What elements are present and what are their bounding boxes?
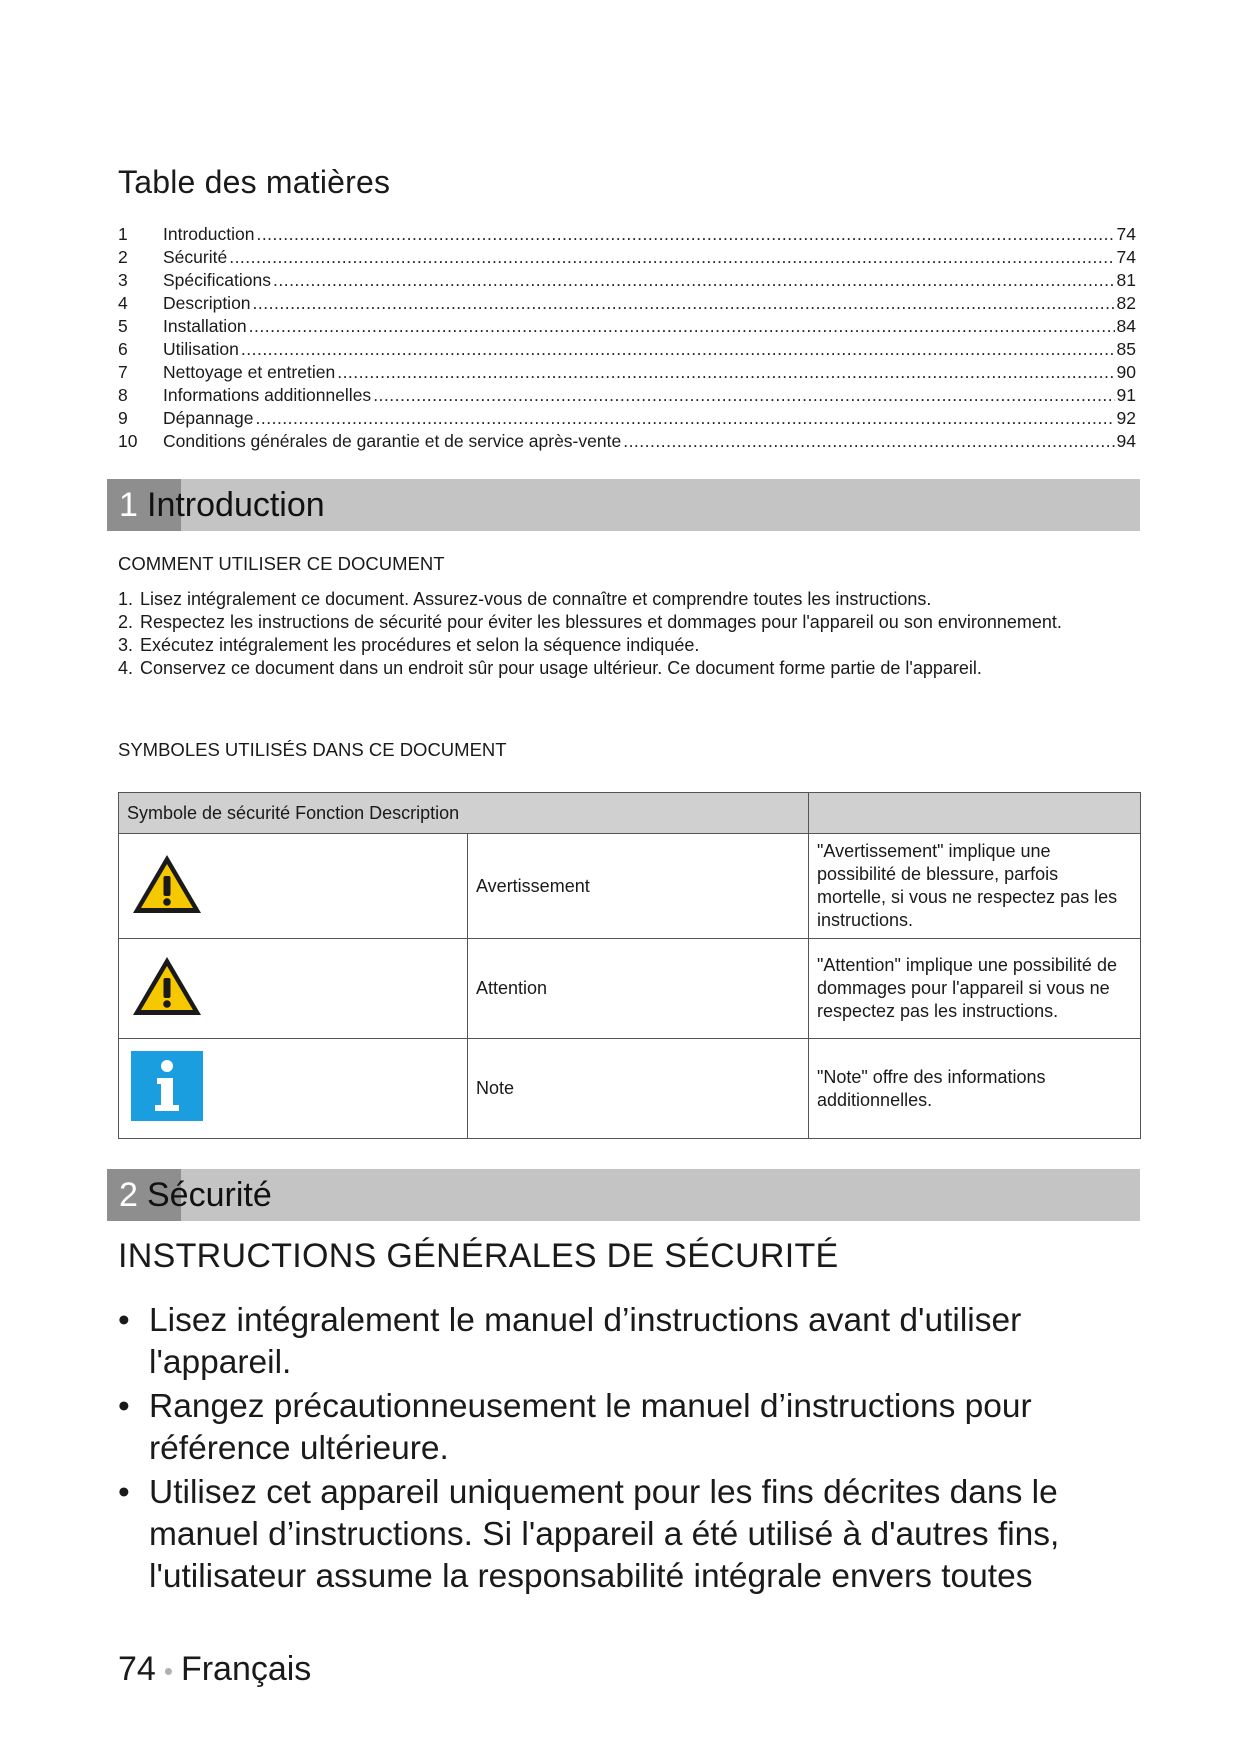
toc-entry-number: 1	[118, 224, 128, 244]
table-row	[119, 1039, 1141, 1139]
toc-leader-dots	[229, 246, 1114, 269]
table-row	[119, 939, 1141, 1039]
toc-entry-label: Introduction	[163, 224, 255, 244]
page-number: 74	[118, 1650, 156, 1688]
list-item	[118, 1472, 1128, 1598]
symbol-cell	[119, 939, 468, 1039]
toc-leader-dots	[623, 430, 1114, 453]
toc-entry-label: Utilisation	[163, 339, 239, 359]
list-item-text: Exécutez intégralement les procédures et selon la séquence indiquée.	[140, 635, 700, 655]
warning-triangle-icon	[131, 954, 203, 1018]
section-header-introduction	[107, 479, 1140, 531]
toc-leader-dots	[249, 315, 1115, 338]
description-cell: "Note" offre des informations additionnelles.	[809, 1039, 1141, 1139]
function-cell: Attention	[468, 939, 809, 1039]
page-footer	[118, 1650, 311, 1689]
toc-entry-number: 6	[118, 339, 128, 359]
list-item-text: Conservez ce document dans un endroit sûr pour usage ultérieur. Ce document forme partie de l'appareil.	[140, 658, 982, 678]
toc-entry-label: Nettoyage et entretien	[163, 362, 336, 382]
symbol-cell	[119, 1039, 468, 1139]
usage-steps-list	[118, 588, 1118, 680]
list-item-text: Respectez les instructions de sécurité pour éviter les blessures et dommages pour l'appareil ou son environnement.	[140, 612, 1062, 632]
toc-leader-dots	[337, 361, 1114, 384]
toc-leader-dots	[373, 384, 1114, 407]
description-cell: "Attention" implique une possibilité de dommages pour l'appareil si vous ne respectez pas les instructions.	[809, 939, 1141, 1039]
toc-entry-label: Installation	[163, 316, 247, 336]
list-item	[118, 1386, 1128, 1470]
toc-leader-dots	[256, 223, 1114, 246]
toc-title: Table des matières	[118, 164, 391, 200]
toc-entry-number: 4	[118, 293, 128, 313]
toc-entry-label: Sécurité	[163, 247, 228, 267]
warning-triangle-icon	[131, 852, 203, 916]
toc-entry-number: 10	[118, 431, 138, 451]
footer-separator: •	[163, 1656, 173, 1686]
toc-leader-dots	[241, 338, 1115, 361]
toc-entry-label: Dépannage	[163, 408, 254, 428]
toc-entry-label: Description	[163, 293, 251, 313]
info-icon	[131, 1051, 203, 1121]
toc-entry-label: Spécifications	[163, 270, 271, 290]
list-item-number: 3.	[118, 635, 134, 655]
toc-entry[interactable]	[118, 407, 1136, 430]
toc-entry[interactable]	[118, 269, 1136, 292]
function-cell: Note	[468, 1039, 809, 1139]
toc-entry-number: 7	[118, 362, 128, 382]
toc-entry[interactable]	[118, 315, 1136, 338]
subheading-how-to-use: COMMENT UTILISER CE DOCUMENT	[118, 553, 445, 574]
toc-entry[interactable]	[118, 361, 1136, 384]
list-item	[118, 588, 1118, 611]
toc-leader-dots	[253, 292, 1115, 315]
description-cell: "Avertissement" implique une possibilité de blessure, parfois mortelle, si vous ne respectez pas les instructions.	[809, 834, 1141, 939]
bullet-glyph: •	[118, 1388, 130, 1425]
table-header-cell-empty	[809, 793, 1141, 834]
toc-entry-page: 82	[1116, 293, 1136, 313]
list-item	[118, 634, 1118, 657]
list-item-number: 2.	[118, 612, 134, 632]
symbol-cell	[119, 834, 468, 939]
symbols-table	[118, 792, 1141, 1139]
list-item-text: Lisez intégralement ce document. Assurez-vous de connaître et comprendre toutes les instructions.	[140, 589, 932, 609]
list-item	[118, 1300, 1128, 1384]
list-item-number: 4.	[118, 658, 134, 678]
function-cell: Avertissement	[468, 834, 809, 939]
toc-entry[interactable]	[118, 430, 1136, 453]
list-item-text: Rangez précautionneusement le manuel d’instructions pour référence ultérieure.	[149, 1388, 1032, 1467]
section-number: 2	[119, 1176, 138, 1214]
toc-entry[interactable]	[118, 223, 1136, 246]
subheading-symbols: SYMBOLES UTILISÉS DANS CE DOCUMENT	[118, 739, 507, 760]
heading-general-safety: INSTRUCTIONS GÉNÉRALES DE SÉCURITÉ	[118, 1237, 839, 1275]
section-header-securite	[107, 1169, 1140, 1221]
table-header-row	[119, 793, 1141, 834]
toc-entry-page: 94	[1116, 431, 1136, 451]
table-of-contents	[118, 223, 1136, 453]
toc-entry-page: 81	[1116, 270, 1136, 290]
toc-entry-page: 92	[1116, 408, 1136, 428]
toc-entry-number: 9	[118, 408, 128, 428]
list-item	[118, 611, 1118, 634]
bullet-glyph: •	[118, 1474, 130, 1511]
section-number: 1	[119, 486, 138, 524]
toc-entry-page: 74	[1116, 224, 1136, 244]
toc-leader-dots	[273, 269, 1115, 292]
toc-entry-number: 3	[118, 270, 128, 290]
toc-entry-page: 90	[1116, 362, 1136, 382]
footer-language: Français	[180, 1650, 312, 1688]
toc-entry-page: 84	[1116, 316, 1136, 336]
toc-leader-dots	[256, 407, 1115, 430]
toc-entry[interactable]	[118, 384, 1136, 407]
table-row	[119, 834, 1141, 939]
list-item-text: Utilisez cet appareil uniquement pour les fins décrites dans le manuel d’instructions. Si l'appareil a été utilisé à d'autres fins, l'utilisateur assume la responsabilité intégrale envers toutes	[149, 1474, 1060, 1595]
section-title: Introduction	[147, 486, 325, 524]
table-header-cell: Symbole de sécurité Fonction Description	[119, 793, 809, 834]
toc-entry-page: 85	[1116, 339, 1136, 359]
toc-entry-number: 2	[118, 247, 128, 267]
toc-entry-label: Conditions générales de garantie et de service après-vente	[163, 431, 622, 451]
toc-entry[interactable]	[118, 292, 1136, 315]
safety-bullets-list	[118, 1300, 1128, 1600]
bullet-glyph: •	[118, 1302, 130, 1339]
toc-entry-page: 74	[1116, 247, 1136, 267]
toc-entry-number: 8	[118, 385, 128, 405]
list-item	[118, 657, 1118, 680]
toc-entry-label: Informations additionnelles	[163, 385, 372, 405]
section-title: Sécurité	[147, 1176, 272, 1214]
list-item-number: 1.	[118, 589, 134, 609]
toc-entry[interactable]	[118, 246, 1136, 269]
toc-entry-page: 91	[1116, 385, 1136, 405]
list-item-text: Lisez intégralement le manuel d’instructions avant d'utiliser l'appareil.	[149, 1302, 1022, 1381]
toc-entry[interactable]	[118, 338, 1136, 361]
toc-entry-number: 5	[118, 316, 128, 336]
